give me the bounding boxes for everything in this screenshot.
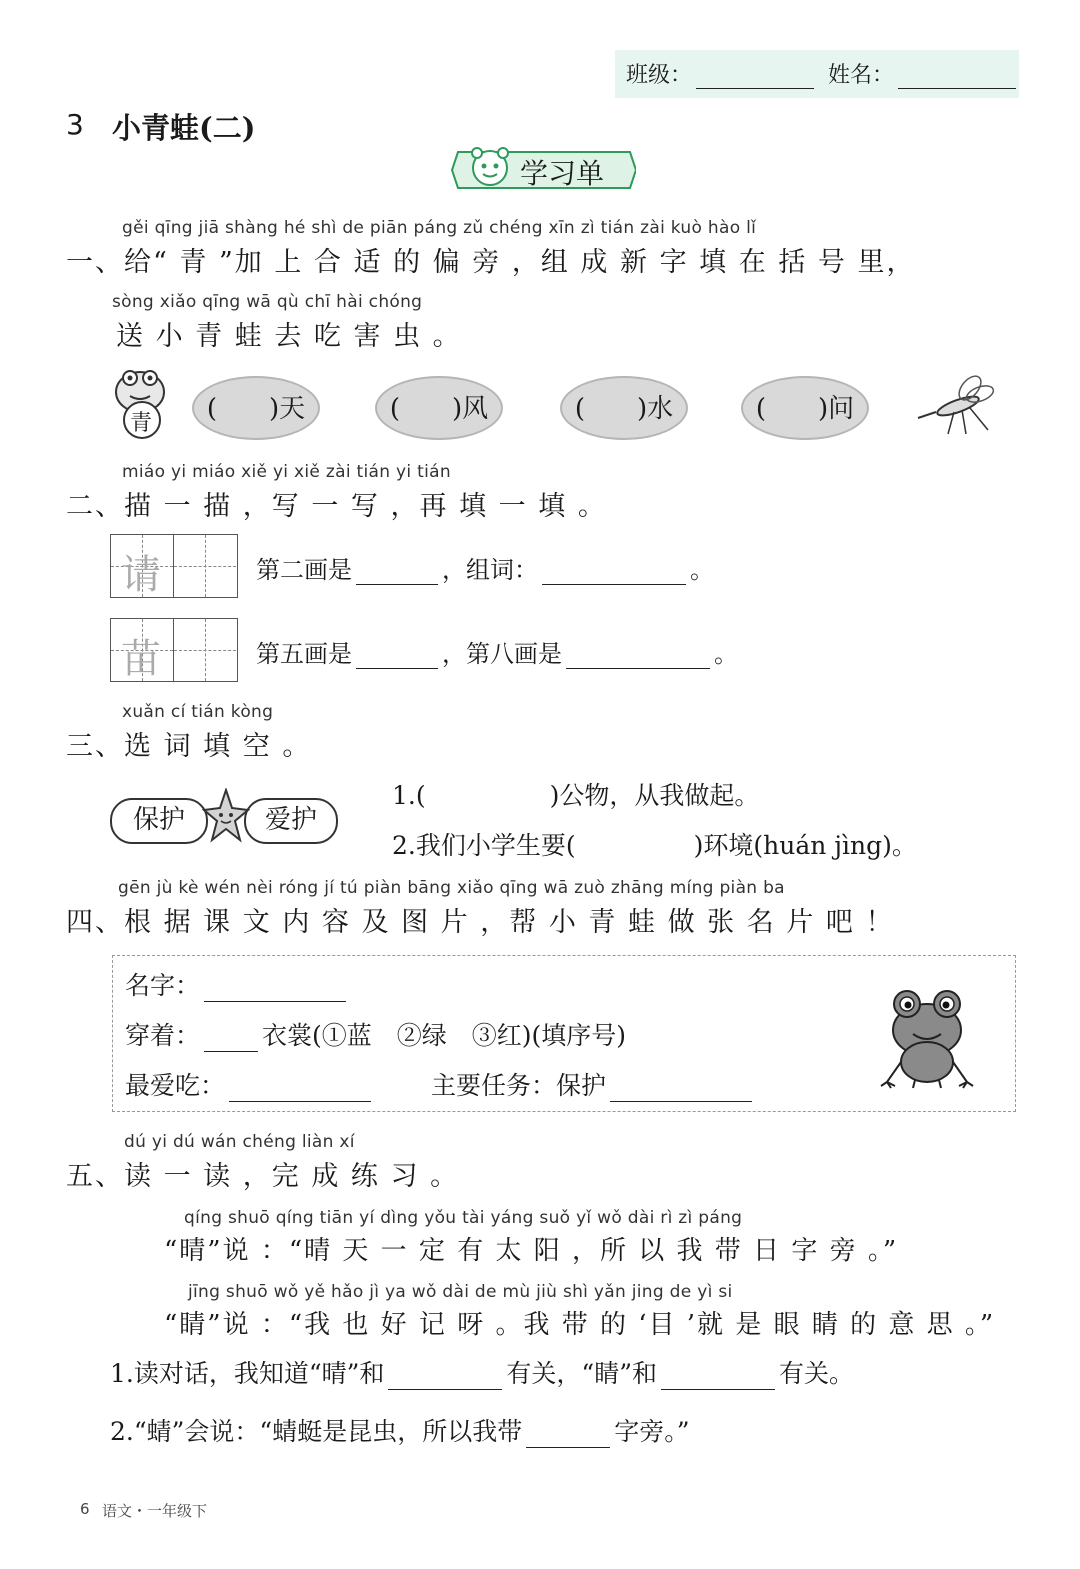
book-title: 语文・一年级下	[102, 1502, 208, 1520]
q1-pinyin-2: sòng xiǎo qīng wā qù chī hài chóng	[112, 292, 423, 312]
q5-instruction: 五、读 一 读 ，完 成 练 习 。	[66, 1161, 460, 1192]
passage-1-pinyin: qíng shuō qíng tiān yí dìng yǒu tài yáng suǒ yǐ wǒ dài rì zì páng	[184, 1208, 743, 1228]
name-input[interactable]	[898, 64, 1016, 89]
option-aihu[interactable]: 爱护	[244, 798, 338, 844]
frog-name-card	[112, 955, 1016, 1112]
frog-qing-icon	[108, 366, 172, 440]
stroke5-blank[interactable]	[356, 640, 438, 669]
exercise-2-blank[interactable]	[526, 1417, 610, 1448]
wear-label: 穿着：	[125, 1021, 201, 1050]
item-post: )环境(huán jìng)。	[693, 831, 917, 860]
q3-item-2	[392, 826, 917, 862]
card-food-row	[125, 1066, 375, 1102]
page-number: 6	[80, 1500, 90, 1518]
stroke-blank[interactable]	[356, 556, 438, 585]
card-name-row	[125, 966, 350, 1002]
food-label: 最爱吃：	[125, 1071, 226, 1100]
lesson-number: 3	[66, 108, 84, 141]
q3-pinyin: xuǎn cí tián kòng	[122, 702, 274, 722]
q3-instruction: 三、选 词 填 空 。	[66, 731, 312, 762]
q3-item-1	[392, 776, 759, 812]
row-end: 。	[690, 556, 714, 584]
row-text: 第二画是	[256, 556, 352, 584]
card-task-row	[431, 1066, 756, 1102]
name-label: 名字：	[125, 971, 201, 1000]
item-pre: 2.我们小学生要(	[392, 831, 576, 860]
name-label: 姓名：	[828, 63, 895, 88]
option-baohu[interactable]: 保护	[110, 798, 208, 844]
passage-2-pinyin: jīng shuō wǒ yě hǎo jì ya wǒ dài de mù jiù shì yǎn jing de yì si	[188, 1282, 733, 1302]
exercise-text: 字旁。”	[614, 1417, 690, 1446]
q4-pinyin: gēn jù kè wén nèi róng jí tú piàn bāng xiǎo qīng wā zuò zhāng míng piàn ba	[118, 878, 785, 898]
lesson-title: 小青蛙(二)	[112, 111, 256, 145]
card-task-input[interactable]	[610, 1071, 752, 1102]
item-post: )公物，从我做起。	[549, 781, 760, 810]
row-end: 。	[714, 640, 738, 668]
q1-instruction-1: 一、给“ 青 ”加 上 合 适 的 偏 旁 ，组 成 新 字 填 在 括 号 里，	[66, 247, 916, 278]
exercise-text: 有关。	[778, 1359, 854, 1388]
study-sheet-banner	[450, 150, 636, 190]
tianzige-miao[interactable]	[110, 618, 238, 682]
frog-char: 青	[130, 411, 153, 436]
q2-row-2	[256, 634, 738, 669]
card-name-input[interactable]	[204, 971, 346, 1002]
banner-label: 学习单	[520, 157, 605, 190]
task-label: 主要任务：保护	[431, 1071, 607, 1100]
q2-instruction: 二、描 一 描 ，写 一 写 ，再 填 一 填 。	[66, 491, 607, 522]
q4-instruction: 四、根 据 课 文 内 容 及 图 片 ，帮 小 青 蛙 做 张 名 片 吧 ！	[66, 907, 895, 938]
item-pre: 1.(	[392, 781, 426, 810]
passage-1: “晴”说 ：“晴 天 一 定 有 太 阳 ，所 以 我 带 日 字 旁 。”	[164, 1236, 899, 1266]
name-field	[828, 58, 1020, 89]
q1-instruction-2: 送 小 青 蛙 去 吃 害 虫 。	[116, 321, 462, 352]
card-wear-input[interactable]	[204, 1021, 258, 1052]
q5-pinyin: dú yi dú wán chéng liàn xí	[124, 1132, 355, 1152]
q2-row-1	[256, 550, 714, 585]
exercise-1-blank-a[interactable]	[388, 1359, 502, 1390]
q2-pinyin: miáo yi miáo xiě yi xiě zài tián yi tián	[122, 462, 451, 482]
exercise-2	[110, 1412, 689, 1448]
trace-char: 苗	[121, 636, 161, 682]
row-text: ，组词：	[442, 556, 538, 584]
passage-2: “睛”说 ：“我 也 好 记 呀 。我 带 的 ‘目 ’就 是 眼 睛 的 意 思 。”	[164, 1310, 996, 1340]
lily-pad-text: ( )水	[574, 394, 674, 424]
lily-pad-4[interactable]	[741, 376, 869, 440]
card-wear-row	[125, 1016, 626, 1052]
lily-pad-3[interactable]	[560, 376, 688, 440]
stroke8-blank[interactable]	[566, 640, 710, 669]
card-food-input[interactable]	[229, 1071, 371, 1102]
class-label: 班级：	[626, 63, 693, 88]
exercise-1	[110, 1354, 854, 1390]
trace-char: 请	[121, 552, 161, 598]
wear-options: 衣裳(①蓝 ②绿 ③红)(填序号)	[262, 1021, 627, 1050]
lily-pad-2[interactable]	[375, 376, 503, 440]
exercise-1-blank-b[interactable]	[661, 1359, 775, 1390]
starfish-icon	[202, 788, 250, 844]
mosquito-icon	[914, 372, 998, 438]
lily-pad-text: ( )天	[206, 394, 306, 424]
q1-pinyin-1: gěi qīng jiā shàng hé shì de piān páng zǔ chéng xīn zì tián zài kuò hào lǐ	[122, 218, 757, 238]
lily-pad-text: ( )风	[389, 394, 489, 424]
exercise-text: 有关，“睛”和	[506, 1359, 657, 1388]
row-text: ，第八画是	[442, 640, 562, 668]
tiger-mascot-icon	[464, 144, 516, 190]
lily-pad-text: ( )问	[755, 394, 855, 424]
row-text: 第五画是	[256, 640, 352, 668]
lily-pad-1[interactable]	[192, 376, 320, 440]
word-blank[interactable]	[542, 556, 686, 585]
tianzige-qing[interactable]	[110, 534, 238, 598]
exercise-text: 2.“蜻”会说：“蜻蜓是昆虫，所以我带	[110, 1417, 523, 1446]
class-input[interactable]	[696, 64, 814, 89]
class-field	[626, 58, 818, 89]
exercise-text: 1.读对话，我知道“晴”和	[110, 1359, 385, 1388]
frog-icon	[877, 982, 977, 1092]
